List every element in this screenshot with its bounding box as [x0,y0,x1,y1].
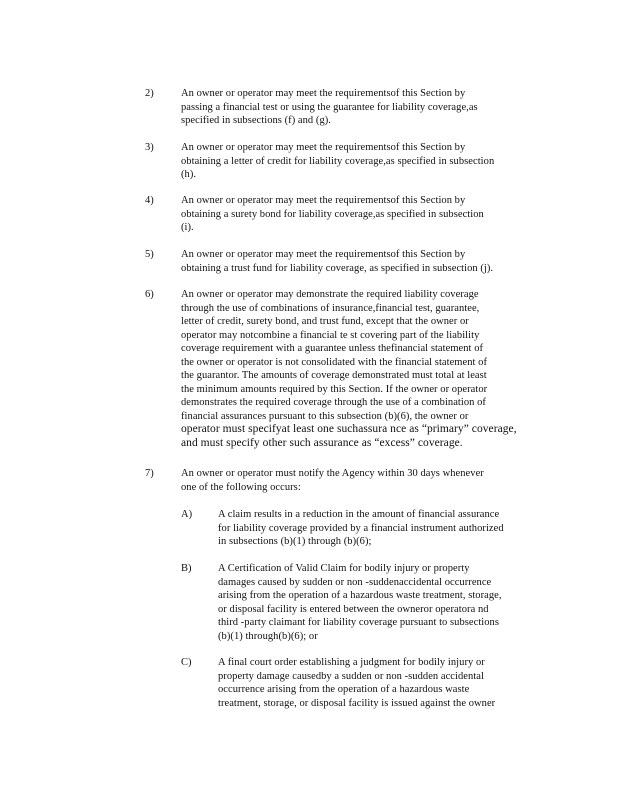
item-number: 4) [145,195,154,206]
text-line: or disposal facility is entered between the owneror operatora nd [218,603,489,615]
item-text [181,248,533,275]
item-text [181,194,533,235]
text-line: third -party claimant for liability coverage pursuant to subsections [218,617,499,628]
text-line: for liability coverage provided by a financial instrument authorized [218,522,504,534]
text-line: operator may notcombine a financial te st covering part of the liability [181,329,480,341]
text-line: (i). [181,222,194,233]
text-line: financial assurances pursuant to this subsection (b)(6), the owner or [181,410,469,422]
text-line: property damage causedby a sudden or non -sudden accidental [218,670,484,682]
text-line: the owner or operator is not consolidated with the financial statement of [181,356,488,368]
text-line: An owner or operator may meet the requirementsof this Section by [181,142,466,153]
text-line: A claim results in a reduction in the amount of financial assurance [218,509,500,520]
subitem-letter: A) [181,509,193,520]
item-number: 2) [145,88,154,99]
item-text [181,288,533,450]
text-line: coverage requirement with a guarantee unless thefinancial statement of [181,343,484,354]
text-line: in subsections (b)(1) through (b)(6); [218,536,372,547]
text-line: and must specify other such assurance as “excess” coverage. [181,436,463,449]
text-line: (b)(1) through(b)(6); or [218,630,318,642]
text-line: the guarantor. The amounts of coverage demonstrated must total at least [181,370,487,381]
item-text [181,87,533,128]
text-line: one of the following occurs: [181,481,301,493]
text-line: An owner or operator may meet the requirementsof this Section by [181,88,466,99]
text-line: operator must specifyat least one suchassura nce as “primary” coverage, [181,423,517,435]
text-line: damages caused by sudden or non -suddenaccidental occurrence [218,576,492,588]
text-line: An owner or operator may demonstrate the required liability coverage [181,289,479,300]
text-line: An owner or operator must notify the Agency within 30 days whenever [181,468,484,479]
text-line: obtaining a trust fund for liability coverage, as specified in subsection (j). [181,262,494,274]
text-line: An owner or operator may meet the requirementsof this Section by [181,249,466,260]
subitem-text [218,656,534,710]
text-line: letter of credit, surety bond, and trust fund, except that the owner or [181,316,469,327]
item-text [181,467,533,494]
text-line: An owner or operator may meet the requirementsof this Section by [181,195,466,206]
subitem-letter: C) [181,657,192,668]
text-line: passing a financial test or using the guarantee for liability coverage,as [181,101,478,113]
item-text [181,141,533,182]
subitem-letter: B) [181,563,192,574]
subitem-text [218,562,534,643]
text-line: occurrence arising from the operation of a hazardous waste [218,684,470,695]
item-number: 7) [145,468,154,479]
item-number: 5) [145,249,154,260]
item-number: 3) [145,142,154,153]
text-line: the minimum amounts required by this Section. If the owner or operator [181,383,488,395]
item-number: 6) [145,289,154,300]
subitem-text [218,508,534,549]
text-line: through the use of combinations of insurance,financial test, guarantee, [181,302,480,314]
text-line: treatment, storage, or disposal facility is issued against the owner [218,697,496,709]
text-line: A final court order establishing a judgment for bodily injury or [218,657,485,668]
text-line: specified in subsections (f) and (g). [181,115,331,126]
text-line: A Certification of Valid Claim for bodily injury or property [218,563,470,574]
text-line: demonstrates the required coverage through the use of a combination of [181,397,486,408]
text-line: (h). [181,169,197,180]
text-line: obtaining a letter of credit for liability coverage,as specified in subsection [181,155,495,167]
text-line: obtaining a surety bond for liability coverage,as specified in subsection [181,208,484,220]
text-line: arising from the operation of a hazardous waste treatment, storage, [218,590,502,601]
